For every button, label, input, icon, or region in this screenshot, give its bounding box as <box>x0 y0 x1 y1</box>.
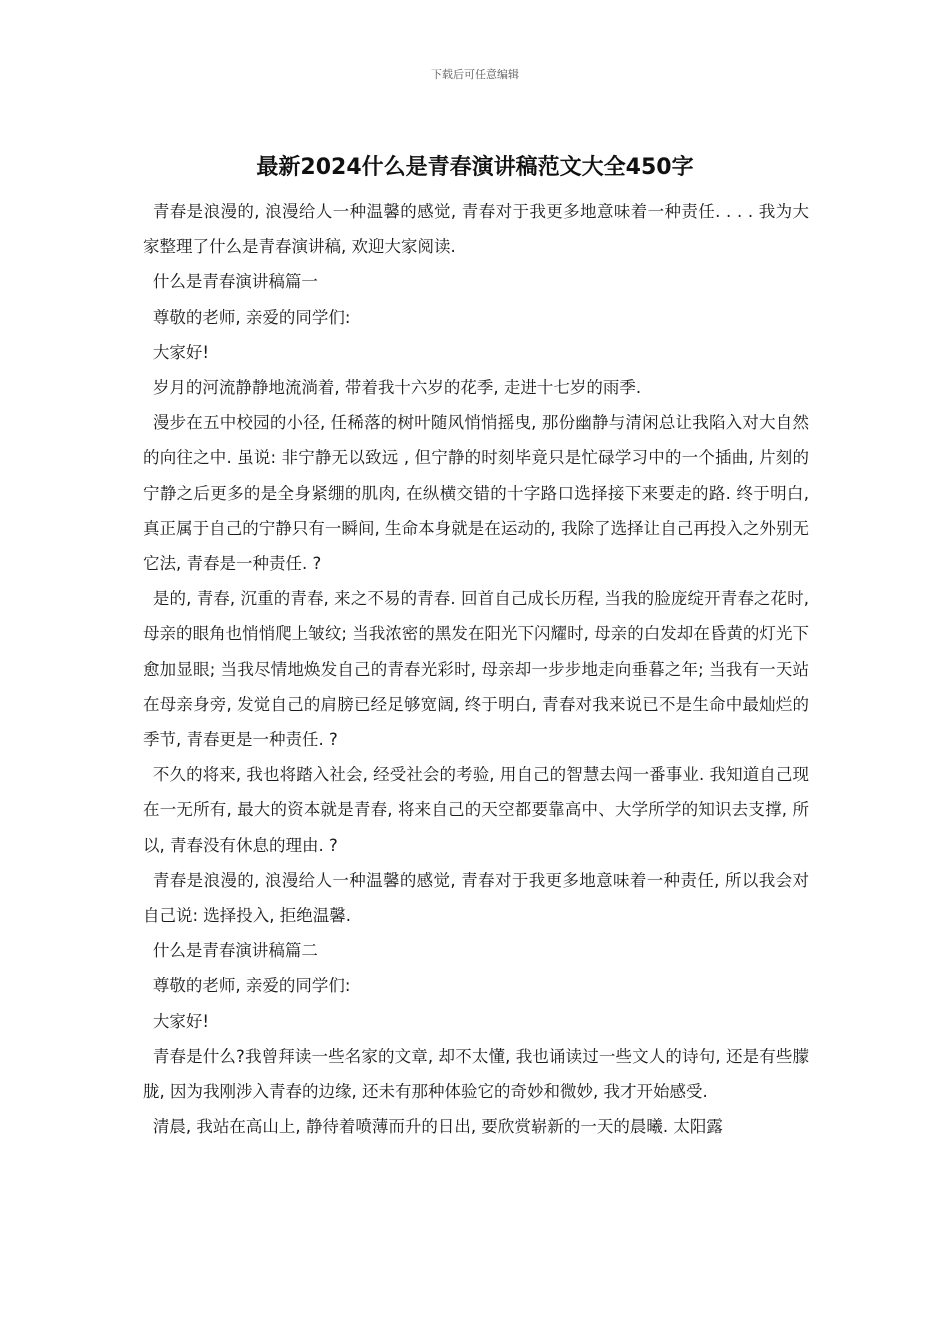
salutation: 尊敬的老师, 亲爱的同学们: <box>152 976 351 996</box>
paragraph: 青春是浪漫的, 浪漫给人一种温馨的感觉, 青春对于我更多地意味着一种责任, 所以我会对自己说: 选择投入, 拒绝温馨. <box>143 870 809 926</box>
greeting: 大家好! <box>152 342 210 362</box>
header-note: 下载后可任意编辑 <box>431 68 519 81</box>
greeting: 大家好! <box>152 1011 210 1031</box>
paragraph: 清晨, 我站在高山上, 静待着喷薄而升的日出, 要欣赏崭新的一天的晨曦. 太阳露 <box>152 1117 723 1137</box>
paragraph: 青春是什么?我曾拜读一些名家的文章, 却不太懂, 我也诵读过一些文人的诗句, 还是有些朦胧, 因为我刚涉入青春的边缘, 还未有那种体验它的奇妙和微妙, 我才开始感受. <box>143 1046 809 1102</box>
paragraph: 是的, 青春, 沉重的青春, 来之不易的青春. 回首自己成长历程, 当我的脸庞绽开青春之花时, 母亲的眼角也悄悄爬上皱纹; 当我浓密的黑发在阳光下闪耀时, 母亲的白发却在昏黄的灯光下愈加显眼; 当我尽情地焕发自己的青春光彩时, 母亲却一步步地走向垂暮之年; 当我有一天站在母亲身旁, 发觉自己的肩膀已经足够宽阔, 终于明白, 青春对我来说已不是生命中最灿烂的季节, 青春更是一种责任. ? <box>143 589 809 750</box>
paragraph: 不久的将来, 我也将踏入社会, 经受社会的考验, 用自己的智慧去闯一番事业. 我知道自己现在一无所有, 最大的资本就是青春, 将来自己的天空都要靠高中、大学所学的知识去支撑, 所以, 青春没有休息的理由. ? <box>143 765 809 855</box>
document-title: 最新2024什么是青春演讲稿范文大全450字 <box>256 155 694 180</box>
paragraph: 岁月的河流静静地流淌着, 带着我十六岁的花季, 走进十七岁的雨季. <box>152 378 642 398</box>
paragraph: 漫步在五中校园的小径, 任稀落的树叶随风悄悄摇曳, 那份幽静与清闲总让我陷入对大自然的向往之中. 虽说: 非宁静无以致远 , 但宁静的时刻毕竟只是忙碌学习中的一个插曲, 片刻的宁静之后更多的是全身紧绷的肌肉, 在纵横交错的十字路口选择接下来要走的路. 终于明白, 真正属于自己的宁静只有一瞬间, 生命本身就是在运动的, 我除了选择让自己再投入之外别无它法, 青春是一种责任. ? <box>143 413 809 574</box>
document-body <box>143 194 809 1144</box>
salutation: 尊敬的老师, 亲爱的同学们: <box>152 307 351 327</box>
paragraph-intro: 青春是浪漫的, 浪漫给人一种温馨的感觉, 青春对于我更多地意味着一种责任. . . . 我为大家整理了什么是青春演讲稿, 欢迎大家阅读. <box>143 202 809 257</box>
section-heading-1: 什么是青春演讲稿篇一 <box>152 272 318 292</box>
section-heading-2: 什么是青春演讲稿篇二 <box>152 941 318 961</box>
